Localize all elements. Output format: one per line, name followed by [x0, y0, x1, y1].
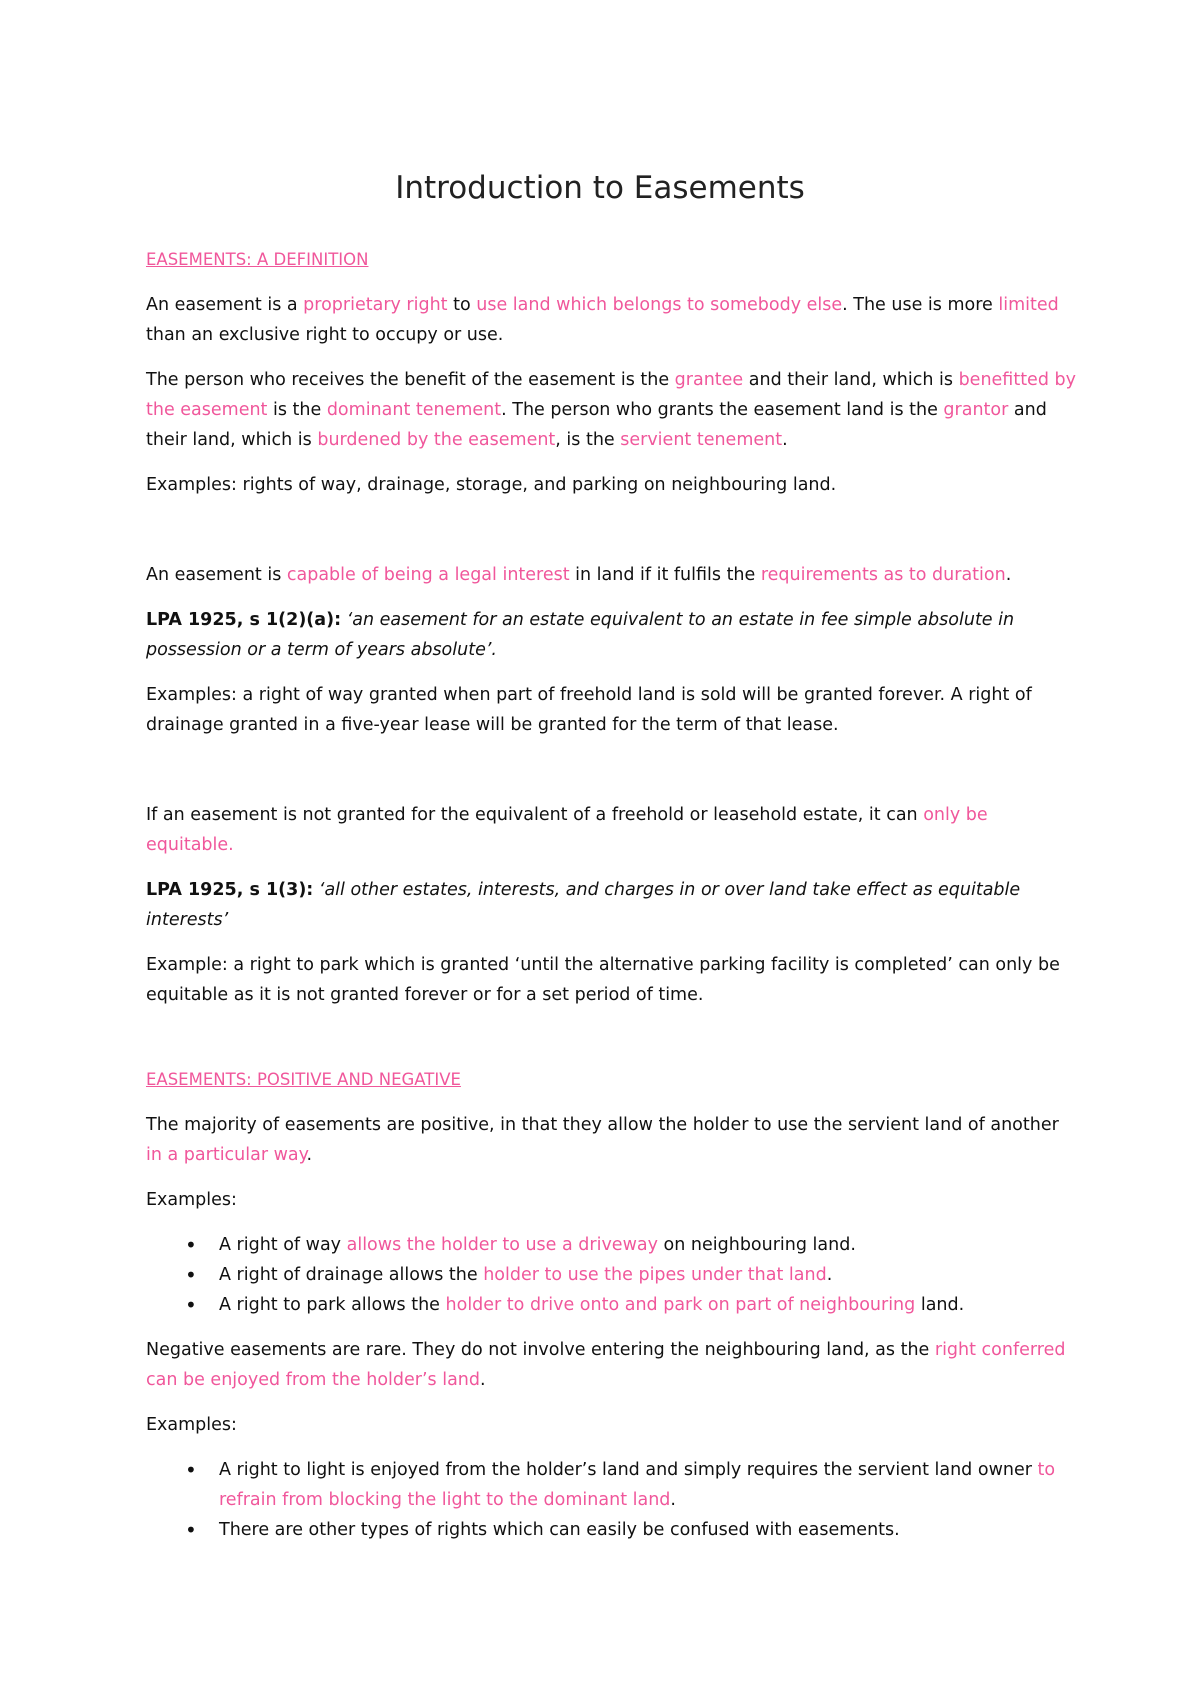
paragraph-example-parking: Example: a right to park which is granted ‘until the alternative parking facility is completed’ can only be equitable as it is not granted forever or for a set period of time. [146, 955, 1060, 1005]
highlight: right conferred can be enjoyed from the holder’s land [146, 1340, 1066, 1390]
text: A right of way [219, 1235, 347, 1255]
highlight: to refrain from blocking the light to the dominant land [219, 1460, 1056, 1510]
text: to [447, 295, 477, 315]
text: and their land, which is [743, 370, 959, 390]
text: Negative easements are rare. They do not involve entering the neighbouring land, as the [146, 1340, 935, 1360]
list-item [219, 1230, 1076, 1260]
paragraph-definition [146, 290, 1076, 350]
paragraph-legal-interest [146, 560, 1076, 590]
highlight: grantee [674, 370, 744, 390]
list-item [219, 1515, 1076, 1545]
highlight: requirements as to duration [760, 565, 1006, 585]
list-item [219, 1260, 1076, 1290]
statute-text: ‘all other estates, interests, and charges in or over land take effect as equitable interests’ [146, 880, 1021, 930]
paragraph-examples-rights: Examples: rights of way, drainage, storage, and parking on neighbouring land. [146, 475, 837, 495]
text: The person who receives the benefit of the easement is the [146, 370, 675, 390]
statute-quote-lpa-1-2-a [146, 605, 1076, 665]
spacer [146, 515, 1076, 560]
text: . The person who grants the easement land is the [501, 400, 944, 420]
text: An easement is [146, 565, 287, 585]
text: . The use is more [842, 295, 999, 315]
highlight: dominant tenement [326, 400, 502, 420]
text: in land if it fulfils the [569, 565, 761, 585]
text: land. [915, 1295, 965, 1315]
section-heading-definition: EASEMENTS: A DEFINITION [146, 250, 369, 269]
highlight: proprietary right [303, 295, 448, 315]
text: If an easement is not granted for the equivalent of a freehold or leasehold estate, it can [146, 805, 924, 825]
paragraph-positive [146, 1110, 1076, 1170]
positive-examples-list [146, 1230, 1076, 1320]
highlight: capable of being a legal interest [286, 565, 570, 585]
list-item [219, 1290, 1076, 1320]
text: . [670, 1490, 676, 1510]
text: on neighbouring land. [657, 1235, 856, 1255]
text: . [480, 1370, 486, 1390]
highlight: holder to use the pipes under that land [483, 1265, 827, 1285]
text: is the [267, 400, 327, 420]
statute-quote-lpa-1-3 [146, 875, 1076, 935]
statute-text: ‘an easement for an estate equivalent to an estate in fee simple absolute in possession or a term of years absolute’. [146, 610, 1015, 660]
highlight: holder to drive onto and park on part of neighbouring [445, 1295, 916, 1315]
highlight: use land which belongs to somebody else [476, 295, 843, 315]
highlight: only be equitable. [146, 805, 988, 855]
text: . [1005, 565, 1012, 585]
text: An easement is a [146, 295, 304, 315]
document-body [146, 245, 1076, 1560]
statute-reference: LPA 1925, s 1(2)(a): [146, 610, 342, 630]
examples-label: Examples: [146, 1415, 237, 1435]
text: A right of drainage allows the [219, 1265, 484, 1285]
examples-label: Examples: [146, 1190, 237, 1210]
negative-examples-list [146, 1455, 1076, 1545]
highlight: in a particular way [146, 1145, 307, 1165]
paragraph-negative [146, 1335, 1076, 1395]
spacer [146, 755, 1076, 800]
text: and their land, which is [146, 400, 1047, 450]
text: than an exclusive right to occupy or use. [146, 325, 504, 345]
highlight: servient tenement [620, 430, 783, 450]
text: , is the [555, 430, 621, 450]
highlight: limited [998, 295, 1059, 315]
highlight: burdened by the easement [317, 430, 556, 450]
text: There are other types of rights which can easily be confused with easements. [219, 1520, 900, 1540]
text: . [826, 1265, 833, 1285]
page-title: Introduction to Easements [395, 170, 805, 206]
highlight: allows the holder to use a driveway [346, 1235, 658, 1255]
list-item [219, 1455, 1076, 1515]
spacer [146, 1025, 1076, 1065]
text: A right to light is enjoyed from the holder’s land and simply requires the servient land owner [219, 1460, 1038, 1480]
text: The majority of easements are positive, in that they allow the holder to use the servient land of another [146, 1115, 1059, 1135]
text: . [306, 1145, 313, 1165]
statute-reference: LPA 1925, s 1(3): [146, 880, 314, 900]
section-heading-positive-negative: EASEMENTS: POSITIVE AND NEGATIVE [146, 1070, 461, 1089]
paragraph-grantee-grantor [146, 365, 1076, 455]
highlight: grantor [943, 400, 1009, 420]
text: . [782, 430, 788, 450]
paragraph-equitable [146, 800, 1076, 860]
paragraph-examples-duration: Examples: a right of way granted when part of freehold land is sold will be granted forever. A right of drainage granted in a five-year lease will be granted for the term of that lease. [146, 685, 1032, 735]
text: A right to park allows the [219, 1295, 446, 1315]
highlight: benefitted by the easement [146, 370, 1076, 420]
